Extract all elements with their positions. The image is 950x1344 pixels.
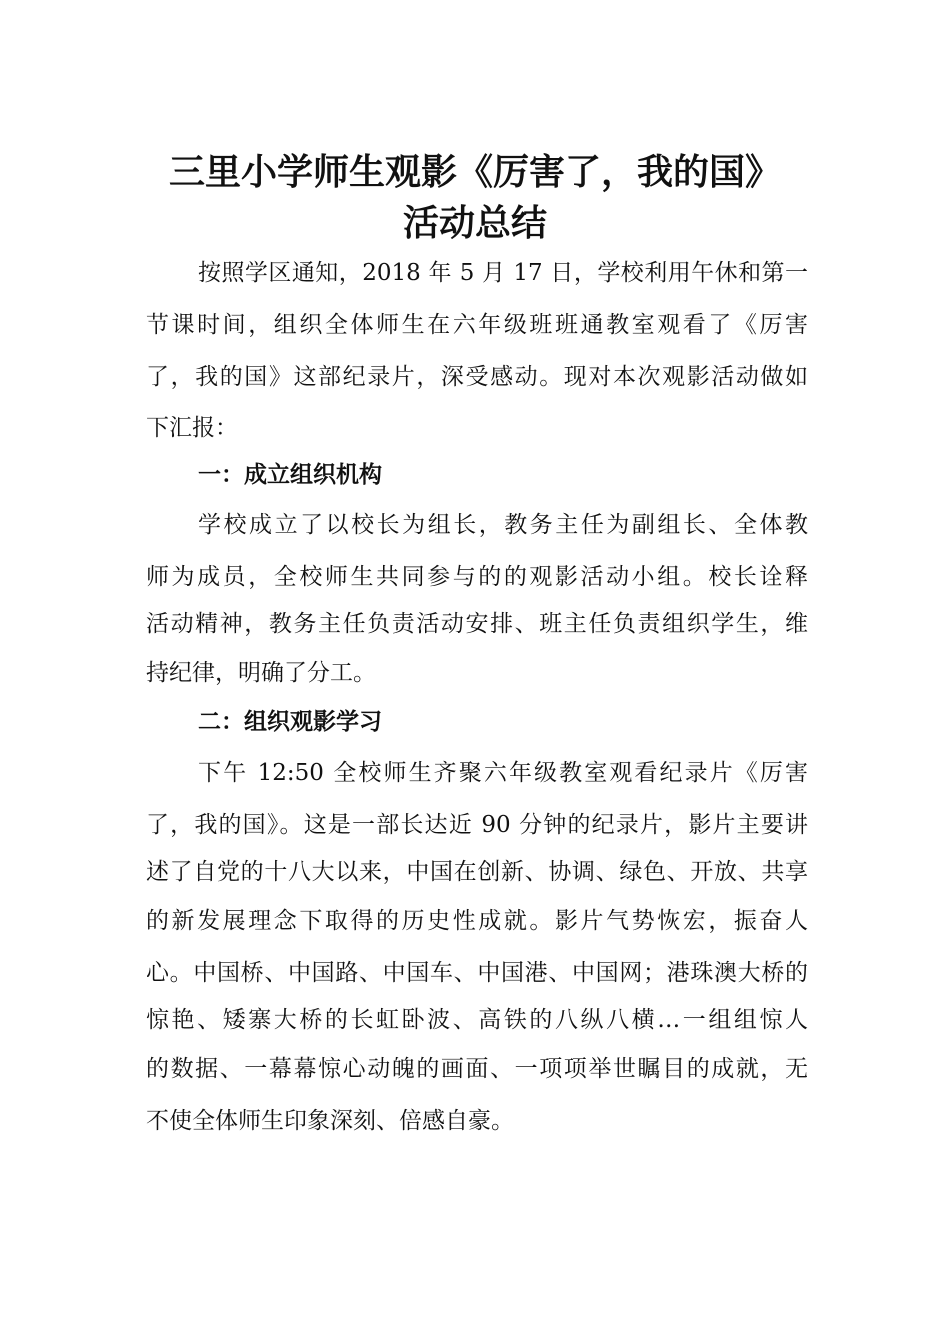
section-2-line: 心。中国桥、中国路、中国车、中国港、中国网；港珠澳大桥的: [146, 960, 808, 986]
section-1-line: 活动精神，教务主任负责活动安排、班主任负责组织学生，维: [146, 611, 808, 637]
section-2-line: 不使全体师生印象深刻、倍感自豪。: [146, 1108, 514, 1134]
section-2-line: 的新发展理念下取得的历史性成就。影片气势恢宏，振奋人: [146, 908, 808, 934]
section-1-line: 学校成立了以校长为组长，教务主任为副组长、全体教: [198, 512, 808, 538]
document-title-line-1: 三里小学师生观影《厉害了，我的国》: [168, 151, 781, 193]
section-2-line: 的数据、一幕幕惊心动魄的画面、一项项举世瞩目的成就，无: [146, 1056, 808, 1082]
intro-line: 按照学区通知，2018 年 5 月 17 日，学校利用午休和第一: [198, 260, 808, 286]
section-2-line: 述了自党的十八大以来，中国在创新、协调、绿色、开放、共享: [146, 859, 808, 885]
section-1-line: 持纪律，明确了分工。: [146, 660, 376, 686]
section-1-line: 师为成员，全校师生共同参与的的观影活动小组。校长诠释: [146, 564, 808, 590]
intro-line: 节课时间，组织全体师生在六年级班班通教室观看了《厉害: [146, 312, 808, 338]
section-2-line: 了，我的国》。这是一部长达近 90 分钟的纪录片，影片主要讲: [146, 812, 808, 838]
section-heading-1: 一：成立组织机构: [198, 461, 382, 488]
section-2-line: 下午 12:50 全校师生齐聚六年级教室观看纪录片《厉害: [198, 760, 808, 786]
intro-line: 下汇报：: [146, 415, 238, 441]
section-2-line: 惊艳、矮寨大桥的长虹卧波、高铁的八纵八横…一组组惊人: [146, 1007, 808, 1033]
section-heading-2: 二：组织观影学习: [198, 708, 382, 735]
document-title-line-2: 活动总结: [402, 202, 547, 244]
intro-line: 了，我的国》这部纪录片，深受感动。现对本次观影活动做如: [146, 364, 808, 390]
